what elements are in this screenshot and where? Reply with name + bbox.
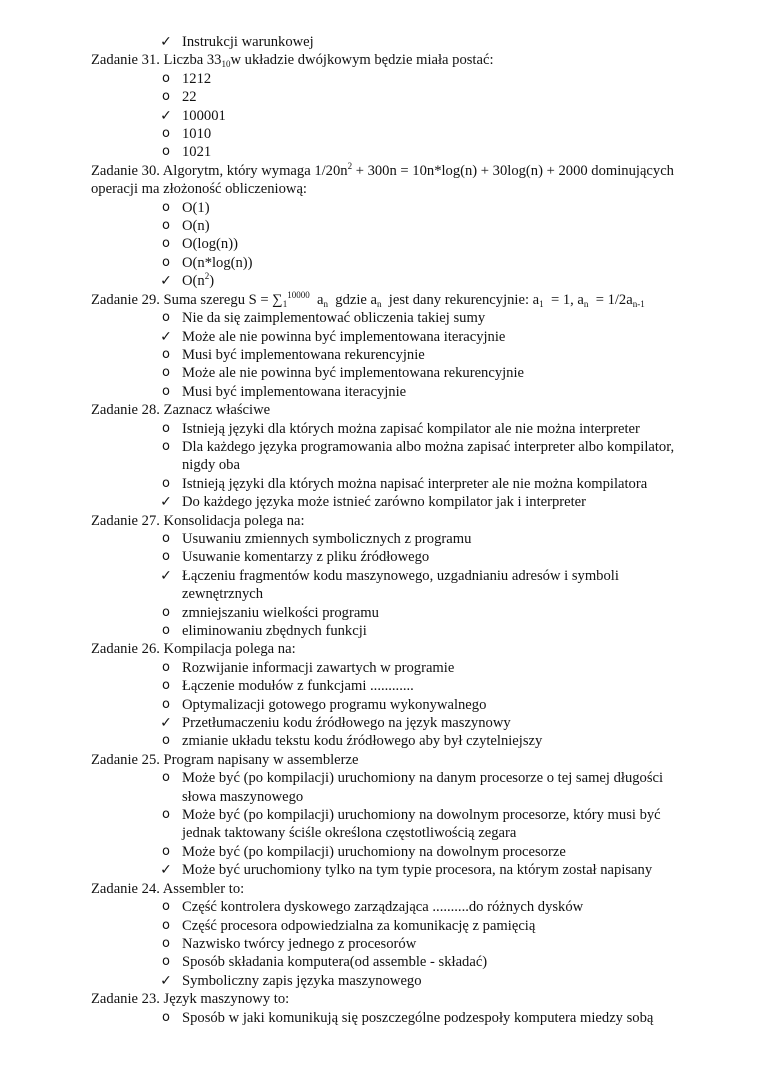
option-item bbox=[91, 677, 691, 695]
option-item bbox=[91, 567, 691, 604]
term-a-subscript: n bbox=[377, 298, 382, 309]
option-item bbox=[91, 420, 691, 438]
question-28-title: Zadanie 28. Zaznacz właściwe bbox=[91, 402, 271, 419]
option-text: Rozwijanie informacji zawartych w programie bbox=[182, 659, 455, 676]
option-item bbox=[91, 88, 691, 106]
option-text: Usuwaniu zmiennych symbolicznych z programu bbox=[182, 530, 472, 547]
check-icon: ✓ bbox=[160, 972, 172, 989]
question-23-options bbox=[91, 1009, 691, 1027]
option-item bbox=[91, 383, 691, 401]
q29-title-rest: jest dany rekurencyjnie: a bbox=[388, 291, 540, 308]
option-item bbox=[91, 861, 691, 879]
question-24-title: Zadanie 24. Assembler to: bbox=[91, 880, 245, 897]
question-29-title bbox=[91, 291, 691, 309]
term-a: a bbox=[316, 291, 324, 308]
check-icon: ✓ bbox=[160, 567, 172, 584]
check-icon: ✓ bbox=[160, 862, 172, 879]
option-item bbox=[91, 806, 691, 843]
option-text: O(log(n)) bbox=[182, 236, 238, 253]
option-text: Może być uruchomiony tylko na tym typie procesora, na którym został napisany bbox=[182, 862, 653, 879]
option-text: Do każdego języka może istnieć zarówno kompilator jak i interpreter bbox=[182, 494, 587, 511]
option-item bbox=[91, 843, 691, 861]
option-item bbox=[91, 530, 691, 548]
option-text: Dla każdego języka programowania albo można zapisać interpreter albo kompilator, nigdy oba bbox=[182, 438, 675, 474]
check-icon: ✓ bbox=[160, 273, 172, 290]
option-item bbox=[91, 935, 691, 953]
sum-lower-bound: 1 bbox=[282, 298, 288, 309]
circle-bullet-icon: o bbox=[162, 89, 170, 105]
an-value: = 1/2a bbox=[595, 291, 633, 308]
option-text: Optymalizacji gotowego programu wykonywalnego bbox=[182, 696, 487, 713]
question-27-title: Zadanie 27. Konsolidacja polega na: bbox=[91, 512, 305, 529]
q31-title-pre: Zadanie 31. Liczba 33 bbox=[91, 52, 222, 69]
option-text-post: ) bbox=[209, 273, 215, 290]
circle-bullet-icon: o bbox=[162, 696, 170, 712]
option-text: Może być (po kompilacji) uruchomiony na danym procesorze o tej samej długości słowa maszynowego bbox=[182, 770, 664, 805]
option-item bbox=[91, 254, 691, 272]
option-text: Może być (po kompilacji) uruchomiony na dowolnym procesorze bbox=[182, 843, 566, 860]
option-text: Przetłumaczeniu kodu źródłowego na język maszynowy bbox=[182, 715, 511, 732]
q29-title-pre: Zadanie 29. Suma szeregu S = ∑ bbox=[91, 291, 283, 308]
circle-bullet-icon: o bbox=[162, 144, 170, 160]
option-text: Sposób składania komputera(od assemble - składać) bbox=[182, 954, 488, 971]
question-27-options bbox=[91, 530, 691, 640]
option-text: Część kontrolera dyskowego zarządzająca ..........do różnych dysków bbox=[182, 899, 584, 916]
option-text: 1212 bbox=[182, 70, 212, 87]
a1-value: = 1, a bbox=[550, 291, 584, 308]
option-item bbox=[91, 604, 691, 622]
q30-title-pre: Zadanie 30. Algorytm, który wymaga 1/20n bbox=[91, 162, 348, 179]
option-text: Część procesora odpowiedzialna za komunikację z pamięcią bbox=[182, 917, 536, 934]
circle-bullet-icon: o bbox=[162, 917, 170, 933]
option-item bbox=[91, 475, 691, 493]
option-item bbox=[91, 217, 691, 235]
q29-title-mid: gdzie a bbox=[335, 291, 377, 308]
option-text: Musi być implementowana rekurencyjnie bbox=[182, 346, 425, 363]
option-text: Musi być implementowana iteracyjnie bbox=[182, 383, 407, 400]
question-25-title: Zadanie 25. Program napisany w assemblerze bbox=[91, 751, 359, 768]
option-text: 1010 bbox=[182, 126, 212, 143]
option-text: Istnieją języki dla których można napisać interpreter ale nie można kompilatora bbox=[182, 475, 648, 492]
circle-bullet-icon: o bbox=[162, 218, 170, 234]
option-text: Instrukcji warunkowej bbox=[182, 34, 314, 50]
option-item bbox=[91, 659, 691, 677]
circle-bullet-icon: o bbox=[162, 420, 170, 436]
option-item bbox=[91, 493, 691, 511]
option-text: 22 bbox=[182, 89, 197, 106]
option-text: Łączeniu fragmentów kodu maszynowego, uzgadnianiu adresów i symboli zewnętrznych bbox=[182, 567, 619, 603]
option-item bbox=[91, 898, 691, 916]
circle-bullet-icon: o bbox=[162, 549, 170, 565]
option-item bbox=[91, 346, 691, 364]
option-text: O(1) bbox=[182, 199, 210, 216]
option-item bbox=[91, 70, 691, 88]
option-item bbox=[91, 917, 691, 935]
option-text bbox=[182, 272, 691, 290]
option-item bbox=[91, 272, 691, 290]
circle-bullet-icon: o bbox=[162, 935, 170, 951]
document-body bbox=[91, 33, 691, 1027]
option-text: O(n*log(n)) bbox=[182, 254, 253, 271]
option-item bbox=[91, 972, 691, 990]
option-item bbox=[91, 622, 691, 640]
circle-bullet-icon: o bbox=[162, 807, 170, 823]
option-item bbox=[91, 1009, 691, 1027]
term-a-subscript: n bbox=[323, 298, 328, 309]
circle-bullet-icon: o bbox=[162, 365, 170, 381]
option-text: Może ale nie powinna być implementowana iteracyjnie bbox=[182, 328, 506, 345]
circle-bullet-icon: o bbox=[162, 843, 170, 859]
question-30-title bbox=[91, 162, 691, 199]
circle-bullet-icon: o bbox=[162, 770, 170, 786]
option-item bbox=[91, 953, 691, 971]
circle-bullet-icon: o bbox=[162, 530, 170, 546]
question-24-options bbox=[91, 898, 691, 990]
option-item bbox=[91, 199, 691, 217]
q30-exponent: 2 bbox=[347, 160, 353, 171]
option-item bbox=[91, 328, 691, 346]
question-26-title: Zadanie 26. Kompilacja polega na: bbox=[91, 641, 296, 658]
option-text: Symboliczny zapis języka maszynowego bbox=[182, 972, 422, 989]
question-31-options bbox=[91, 70, 691, 162]
option-text: Nazwisko twórcy jednego z procesorów bbox=[182, 935, 417, 952]
option-item bbox=[91, 107, 691, 125]
circle-bullet-icon: o bbox=[162, 438, 170, 454]
option-item bbox=[91, 125, 691, 143]
circle-bullet-icon: o bbox=[162, 733, 170, 749]
option-item bbox=[91, 364, 691, 382]
check-icon: ✓ bbox=[160, 34, 172, 50]
circle-bullet-icon: o bbox=[162, 954, 170, 970]
option-text: zmniejszaniu wielkości programu bbox=[182, 604, 379, 621]
circle-bullet-icon: o bbox=[162, 346, 170, 362]
circle-bullet-icon: o bbox=[162, 678, 170, 694]
a1-subscript: 1 bbox=[539, 298, 544, 309]
check-icon: ✓ bbox=[160, 328, 172, 345]
option-text: Nie da się zaimplementować obliczenia takiej sumy bbox=[182, 310, 486, 327]
q32-options-tail bbox=[91, 33, 691, 51]
q31-title-post: w układzie dwójkowym będzie miała postać: bbox=[230, 52, 494, 69]
option-item bbox=[91, 438, 691, 475]
option-item bbox=[91, 732, 691, 750]
option-item bbox=[91, 714, 691, 732]
circle-bullet-icon: o bbox=[162, 604, 170, 620]
question-23-title: Zadanie 23. Język maszynowy to: bbox=[91, 991, 290, 1008]
question-30-options bbox=[91, 199, 691, 291]
option-item bbox=[91, 548, 691, 566]
option-text: 1021 bbox=[182, 144, 212, 161]
circle-bullet-icon: o bbox=[162, 659, 170, 675]
option-text: Istnieją języki dla których można zapisać kompilator ale nie można interpreter bbox=[182, 420, 640, 437]
option-item bbox=[91, 769, 691, 806]
circle-bullet-icon: o bbox=[162, 254, 170, 270]
circle-bullet-icon: o bbox=[162, 383, 170, 399]
option-item bbox=[91, 33, 691, 51]
question-25-options bbox=[91, 769, 691, 879]
option-text: Sposób w jaki komunikują się poszczególne podzespoły komputera miedzy sobą bbox=[182, 1009, 654, 1026]
circle-bullet-icon: o bbox=[162, 899, 170, 915]
circle-bullet-icon: o bbox=[162, 70, 170, 86]
option-item bbox=[91, 235, 691, 253]
option-text: eliminowaniu zbędnych funkcji bbox=[182, 623, 367, 639]
q31-base-subscript: 10 bbox=[221, 59, 231, 70]
option-item bbox=[91, 309, 691, 327]
an-subscript: n bbox=[583, 298, 589, 309]
circle-bullet-icon: o bbox=[162, 236, 170, 252]
circle-bullet-icon: o bbox=[162, 310, 170, 326]
check-icon: ✓ bbox=[160, 107, 172, 124]
q30-title-post: + 300n = 10n*log(n) + 30log(n) + 2000 dominujących operacji ma złożoność obliczeniową: bbox=[91, 162, 674, 198]
option-item bbox=[91, 143, 691, 161]
circle-bullet-icon: o bbox=[162, 475, 170, 491]
circle-bullet-icon: o bbox=[162, 1009, 170, 1025]
option-exponent: 2 bbox=[204, 271, 210, 282]
option-text: 100001 bbox=[182, 107, 226, 124]
circle-bullet-icon: o bbox=[162, 623, 170, 638]
option-text: Usuwanie komentarzy z pliku źródłowego bbox=[182, 549, 430, 566]
question-28-options bbox=[91, 420, 691, 512]
question-26-options bbox=[91, 659, 691, 751]
question-31-title bbox=[91, 51, 691, 69]
check-icon: ✓ bbox=[160, 715, 172, 732]
circle-bullet-icon: o bbox=[162, 199, 170, 215]
option-text: zmianie układu tekstu kodu źródłowego aby był czytelniejszy bbox=[182, 733, 543, 750]
option-item bbox=[91, 696, 691, 714]
sum-upper-bound: 10000 bbox=[287, 289, 310, 300]
check-icon: ✓ bbox=[160, 494, 172, 511]
prev-subscript: n-1 bbox=[632, 298, 645, 309]
option-text-pre: O(n bbox=[182, 273, 205, 290]
option-text: Może ale nie powinna być implementowana rekurencyjnie bbox=[182, 365, 525, 382]
option-text: Może być (po kompilacji) uruchomiony na dowolnym procesorze, który musi być jednak taktowany ściśle określona częstotliwością zegara bbox=[182, 807, 661, 842]
option-text: Łączenie modułów z funkcjami ............ bbox=[182, 678, 414, 695]
question-29-options bbox=[91, 309, 691, 401]
circle-bullet-icon: o bbox=[162, 126, 170, 142]
option-text: O(n) bbox=[182, 218, 210, 235]
